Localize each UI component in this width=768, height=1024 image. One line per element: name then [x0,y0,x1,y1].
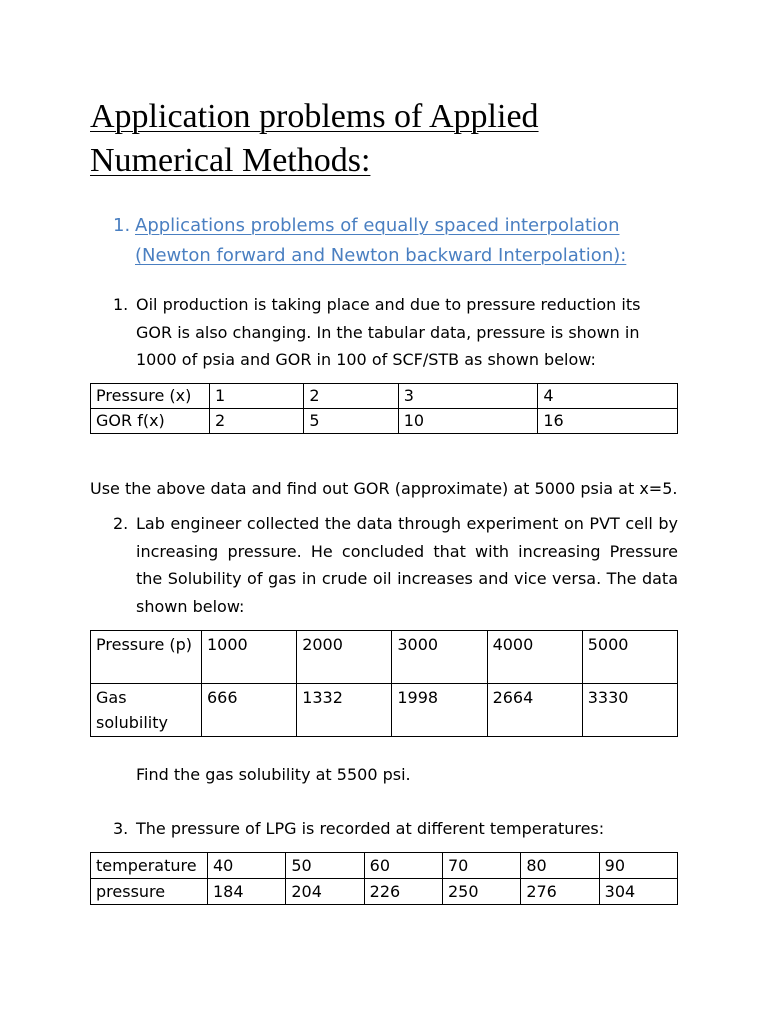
problem-1-question: Use the above data and find out GOR (approximate) at 5000 psia at x=5. [90,479,678,498]
table-cell: 3330 [582,684,677,737]
table-cell: 2 [304,384,398,409]
table-cell: 250 [442,879,520,905]
table-cell: 70 [442,853,520,879]
table-cell: Pressure (p) [91,631,202,684]
table-cell: 4000 [487,631,582,684]
table-cell: 80 [521,853,599,879]
table-cell: 184 [208,879,286,905]
gor-table [90,383,678,434]
problem-3-number: 3. [113,819,129,838]
table-cell: GOR f(x) [91,409,210,434]
table-cell: 304 [599,879,677,905]
page-title [90,95,690,183]
table-row [91,631,678,684]
table-row [91,384,678,409]
problem-2 [113,510,678,620]
table-cell: 2664 [487,684,582,737]
table-cell: Gas solubility [91,684,202,737]
title-line-2: Numerical Methods: [90,142,371,179]
table-cell: 2000 [297,631,392,684]
table-cell: 16 [538,409,678,434]
section-heading [113,211,673,271]
table-cell: 666 [202,684,297,737]
section-heading-text: Applications problems of equally spaced interpolation (Newton forward and Newton backward Interpolation): [135,215,627,266]
table-cell: 5000 [582,631,677,684]
problem-1-text: Oil production is taking place and due to pressure reduction its GOR is also changing. In the tabular data, pressure is shown in 1000 of psia and GOR in 100 of SCF/STB as shown below: [136,295,641,369]
table-cell: 90 [599,853,677,879]
table-cell: 1000 [202,631,297,684]
problem-3 [113,815,678,843]
table-cell: 1998 [392,684,487,737]
problem-2-question: Find the gas solubility at 5500 psi. [136,765,411,784]
table-cell: pressure [91,879,208,905]
problem-2-text: Lab engineer collected the data through experiment on PVT cell by increasing pressure. He concluded that with increasing Pressure the Solubility of gas in crude oil increases and vice versa. The data shown below: [136,514,678,616]
table-cell: 2 [210,409,304,434]
table-cell: 40 [208,853,286,879]
problem-1 [113,291,678,374]
table-cell: 276 [521,879,599,905]
title-line-1: Application problems of Applied [90,98,539,135]
table-cell: 10 [398,409,538,434]
problem-1-number: 1. [113,295,129,314]
table-cell: 60 [364,853,442,879]
table-row [91,684,678,737]
table-cell: Pressure (x) [91,384,210,409]
table-cell: 1 [210,384,304,409]
table-cell: 3000 [392,631,487,684]
section-number: 1. [113,215,131,236]
table-cell: 204 [286,879,364,905]
problem-2-number: 2. [113,514,129,533]
table-cell: 226 [364,879,442,905]
lpg-pressure-table [90,852,678,905]
table-row [91,409,678,434]
problem-3-text: The pressure of LPG is recorded at different temperatures: [136,819,605,838]
table-row [91,879,678,905]
table-cell: temperature [91,853,208,879]
table-cell: 5 [304,409,398,434]
table-cell: 3 [398,384,538,409]
table-cell: 50 [286,853,364,879]
table-row [91,853,678,879]
table-cell: 1332 [297,684,392,737]
table-cell: 4 [538,384,678,409]
gas-solubility-table [90,630,678,737]
